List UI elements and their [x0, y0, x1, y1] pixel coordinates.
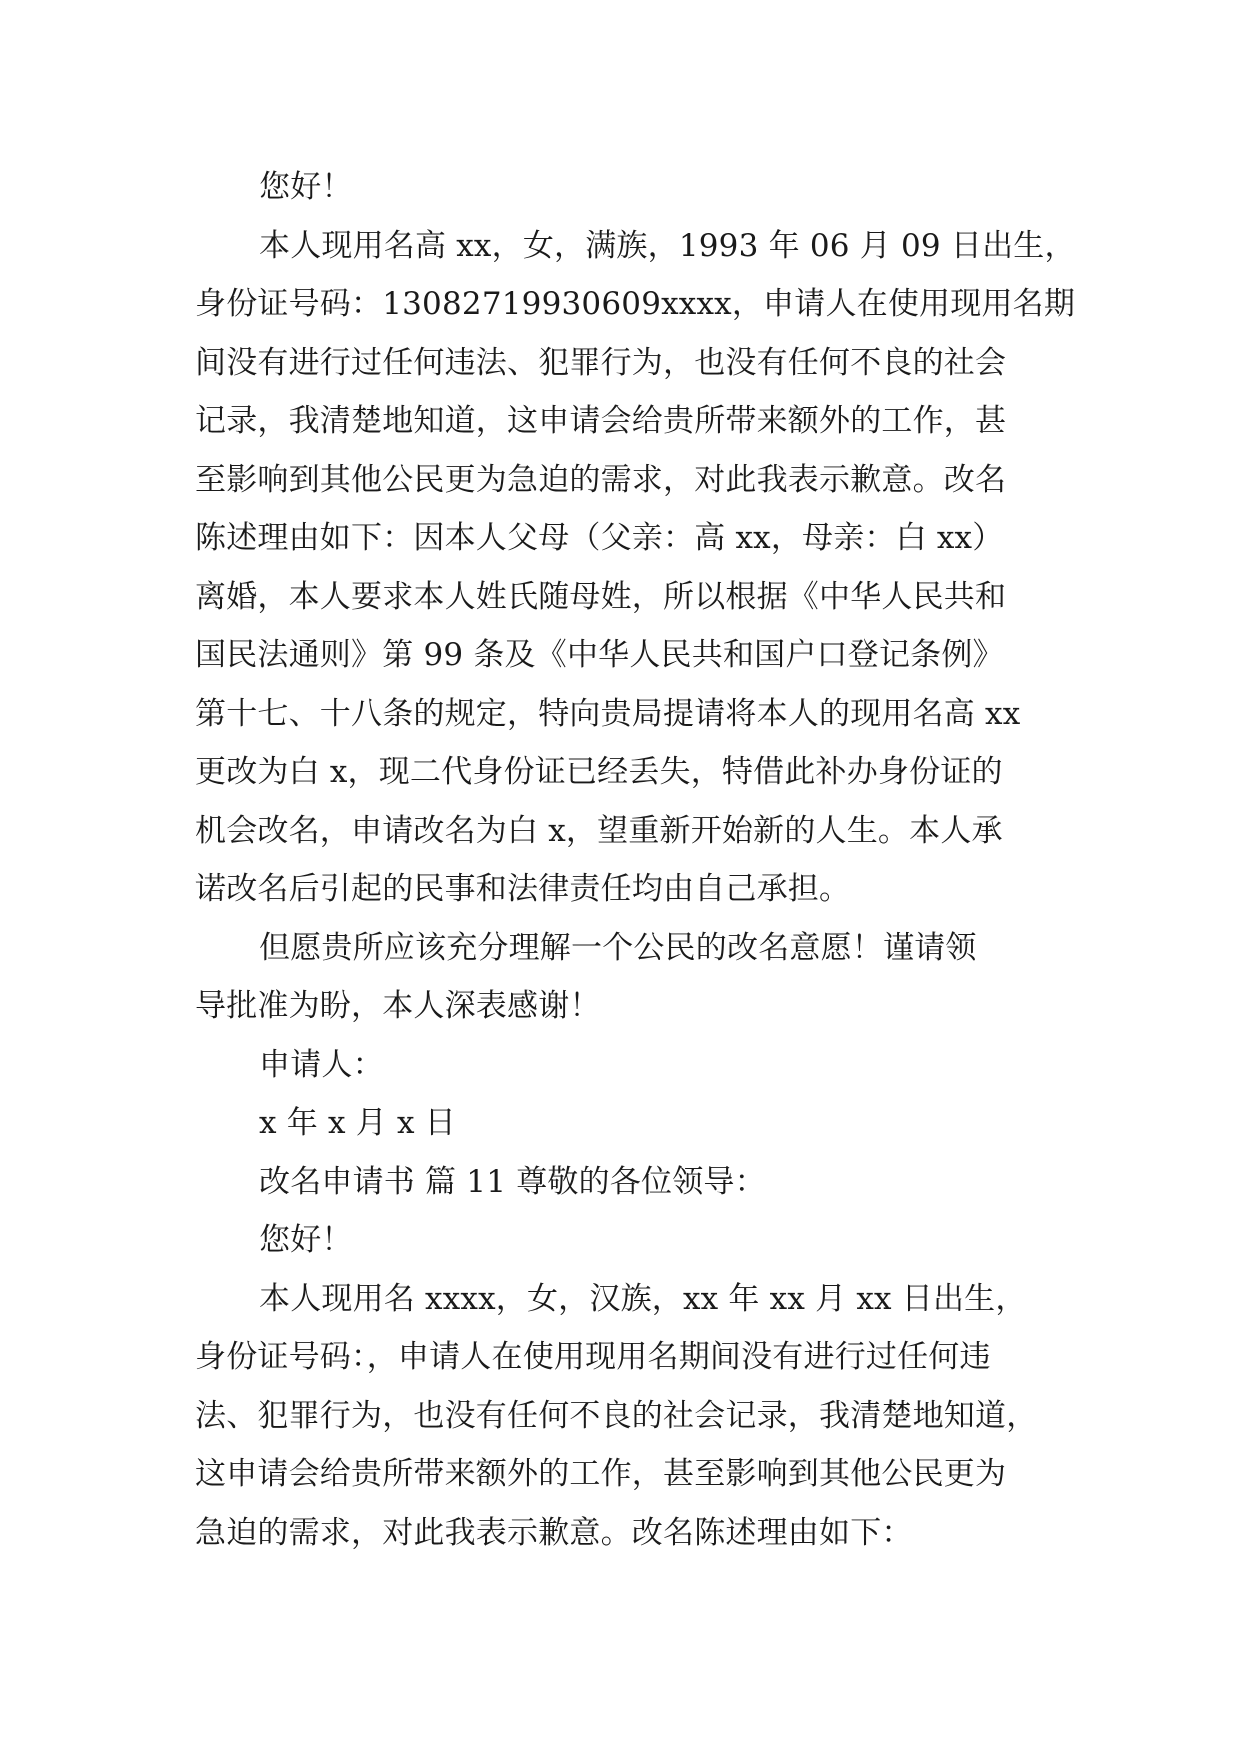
paragraph-line: 法、犯罪行为，也没有任何不良的社会记录，我清楚地知道，	[195, 1397, 1038, 1434]
paragraph-line: 急迫的需求，对此我表示歉意。改名陈述理由如下：	[195, 1514, 913, 1551]
paragraph-line: 离婚，本人要求本人姓氏随母姓，所以根据《中华人民共和	[195, 578, 1007, 615]
paragraph-line: 陈述理由如下：因本人父母（父亲：高 xx，母亲：白 xx）	[195, 520, 1004, 556]
document-body	[195, 158, 1076, 1562]
greeting-line: 您好！	[259, 169, 353, 205]
paragraph-line: 本人现用名 xxxx，女，汉族，xx 年 xx 月 xx 日出生，	[259, 1280, 1027, 1317]
paragraph-line: 身份证号码：，申请人在使用现用名期间没有进行过任何违	[195, 1339, 991, 1375]
paragraph-line: 本人现用名高 xx，女，满族，1993 年 06 月 09 日出生，	[259, 227, 1076, 264]
paragraph-line: 更改为白 x，现二代身份证已经丢失，特借此补办身份证的	[195, 754, 1003, 790]
paragraph-line: 但愿贵所应该充分理解一个公民的改名意愿！谨请领	[259, 929, 977, 966]
paragraph-line: 机会改名，申请改名为白 x，望重新开始新的人生。本人承	[195, 812, 1003, 849]
paragraph-line: 这申请会给贵所带来额外的工作，甚至影响到其他公民更为	[195, 1456, 1007, 1492]
paragraph-line: 身份证号码：13082719930609xxxx，申请人在使用现用名期	[195, 286, 1076, 322]
paragraph-line: 导批准为盼，本人深表感谢！	[195, 988, 601, 1024]
signature-date: x 年 x 月 x 日	[259, 1105, 456, 1141]
greeting-line: 您好！	[259, 1222, 353, 1258]
paragraph-line: 记录，我清楚地知道，这申请会给贵所带来额外的工作，甚	[195, 403, 1007, 439]
paragraph-line: 至影响到其他公民更为急迫的需求，对此我表示歉意。改名	[195, 461, 1007, 498]
paragraph-line: 第十七、十八条的规定，特向贵局提请将本人的现用名高 xx	[195, 695, 1021, 732]
section-heading-line: 改名申请书 篇 11 尊敬的各位领导：	[259, 1163, 766, 1200]
paragraph-line: 诺改名后引起的民事和法律责任均由自己承担。	[195, 871, 851, 907]
paragraph-line: 间没有进行过任何违法、犯罪行为，也没有任何不良的社会	[195, 344, 1007, 381]
signature-label: 申请人：	[259, 1046, 384, 1083]
paragraph-line: 国民法通则》第 99 条及《中华人民共和国户口登记条例》	[195, 637, 1004, 673]
